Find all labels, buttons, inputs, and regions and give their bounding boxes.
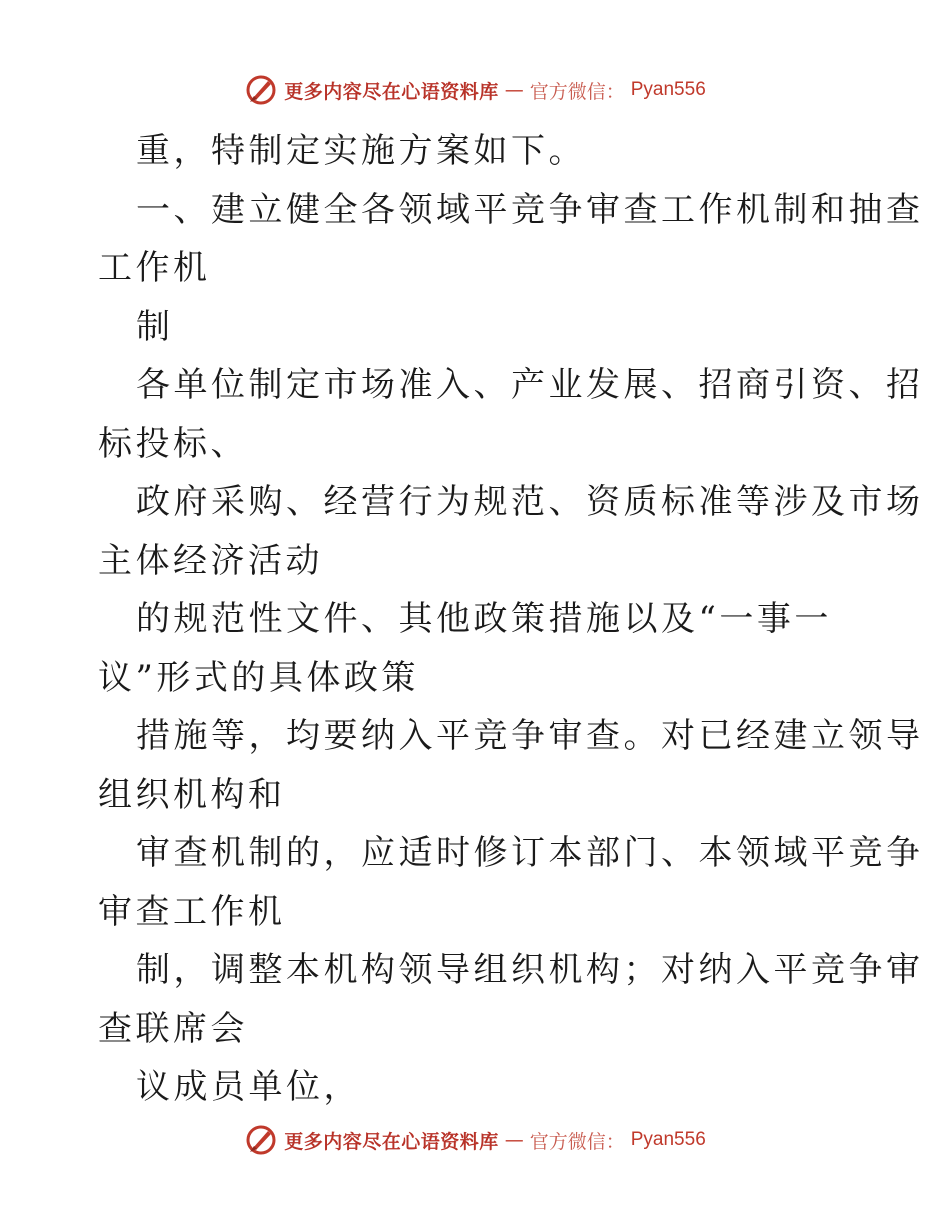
body-line: 工作机 [98,248,211,288]
body-line: 查联席会 [98,1008,248,1049]
watermark-separator: — [504,1129,524,1151]
watermark-wechat-id: Pyan556 [630,1129,706,1150]
body-line: 政府采购、经营行为规范、资质标准等涉及市场 [136,482,924,522]
body-line: 制 [136,306,174,347]
body-line: 各单位制定市场准入、产业发展、招商引资、招 [136,365,924,405]
watermark-wechat-label: 官方微信： [529,1130,625,1153]
body-line: 的规范性文件、其他政策措施以及“一事一 [136,599,832,639]
watermark-separator: — [504,79,524,101]
body-line: 主体经济活动 [98,540,323,581]
quill-pen-circle-icon [244,73,278,107]
page-header [0,70,950,110]
body-line: 议”形式的具体政策 [98,657,419,698]
page-footer [0,1120,950,1160]
header-watermark [244,73,706,107]
body-line: 一、建立健全各领域平竞争审查工作机制和抽查 [136,189,924,230]
body-line: 标投标、 [98,423,248,464]
body-line: 议成员单位， [136,1067,361,1107]
watermark-brand: 更多内容尽在心语资料库 [284,80,499,103]
document-body [98,122,924,1117]
watermark-wechat-label: 官方微信： [529,80,625,103]
watermark-wechat-id: Pyan556 [630,79,706,100]
body-line: 审查机制的，应适时修订本部门、本领域平竞争 [136,833,924,873]
body-line: 审查工作机 [98,891,286,932]
watermark-brand: 更多内容尽在心语资料库 [284,1130,499,1153]
quill-pen-circle-icon [244,1123,278,1157]
body-line: 制，调整本机构领导组织机构；对纳入平竞争审 [136,950,924,990]
body-line: 重，特制定实施方案如下。 [136,131,586,171]
footer-watermark [244,1123,706,1157]
body-line: 组织机构和 [98,774,286,815]
body-line: 措施等，均要纳入平竞争审查。对已经建立领导 [136,716,924,756]
